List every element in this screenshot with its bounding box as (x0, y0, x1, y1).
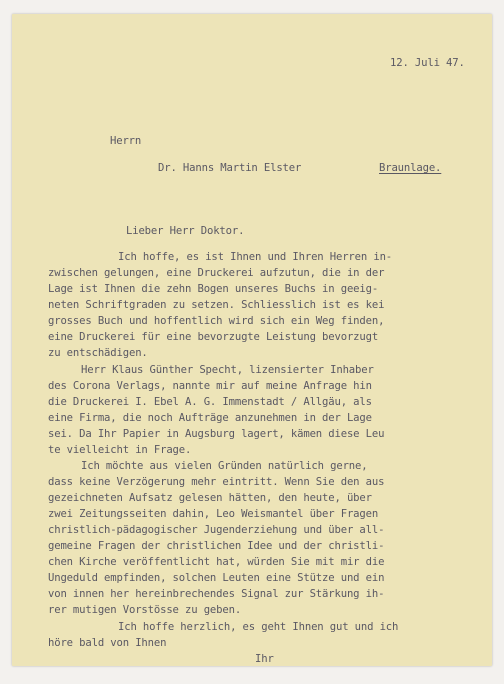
body-line: die Druckerei I. Ebel A. G. Immenstadt / Allgäu, als (48, 396, 372, 408)
recipient-name: Dr. Hanns Martin Elster (158, 162, 302, 174)
body-line: Herr Klaus Günther Specht, lizensierter Inhaber (81, 364, 374, 376)
body-line: Ich hoffe, es ist Ihnen und Ihren Herren in- (118, 251, 393, 263)
body-line: zwei Zeitungsseiten dahin, Leo Weismantel über Fragen (48, 508, 379, 520)
body-line: Lage ist Ihnen die zehn Bogen unseres Buchs in geeig- (48, 283, 379, 295)
body-line: eine Druckerei für eine bevorzugte Leistung bevorzugt (48, 331, 379, 343)
greeting: Lieber Herr Doktor. (126, 225, 245, 237)
body-line: zu entschädigen. (48, 347, 148, 359)
body-line: christlich-pädagogischer Jugenderziehung und über all- (48, 524, 385, 536)
body-line: eine Firma, die noch Aufträge anzunehmen in der Lage (48, 412, 372, 424)
body-line: te vielleicht in Frage. (48, 444, 192, 456)
body-line: chen Kirche veröffentlicht hat, würden Sie mit mir die (48, 556, 385, 568)
letter-date: 12. Juli 47. (390, 57, 465, 69)
body-line: gemeine Fragen der christlichen Idee und der christli- (48, 540, 385, 552)
body-line: dass keine Verzögerung mehr eintritt. Wenn Sie den aus (48, 476, 385, 488)
body-line: grosses Buch und hoffentlich wird sich ein Weg finden, (48, 315, 385, 327)
recipient-city: Braunlage. (379, 162, 442, 174)
body-line: von innen her hereinbrechendes Signal zur Stärkung ih- (48, 588, 385, 600)
body-line: rer mutigen Vorstösse zu geben. (48, 604, 242, 616)
body-line: Ich möchte aus vielen Gründen natürlich gerne, (81, 460, 368, 472)
body-line: neten Schriftgraden zu setzen. Schliesslich ist es kei (48, 299, 385, 311)
letter-sheet (12, 14, 492, 666)
closing: Ihr (255, 653, 274, 665)
body-line: höre bald von Ihnen (48, 637, 167, 649)
body-line: gezeichneten Aufsatz gelesen hätten, den heute, über (48, 492, 372, 504)
body-line: Ich hoffe herzlich, es geht Ihnen gut und ich (118, 621, 399, 633)
body-line: des Corona Verlags, nannte mir auf meine Anfrage hin (48, 380, 372, 392)
body-line: sei. Da Ihr Papier in Augsburg lagert, kämen diese Leu (48, 428, 385, 440)
recipient-prefix: Herrn (110, 135, 142, 147)
body-line: zwischen gelungen, eine Druckerei aufzutun, die in der (48, 267, 385, 279)
body-line: Ungeduld empfinden, solchen Leuten eine Stütze und ein (48, 572, 385, 584)
